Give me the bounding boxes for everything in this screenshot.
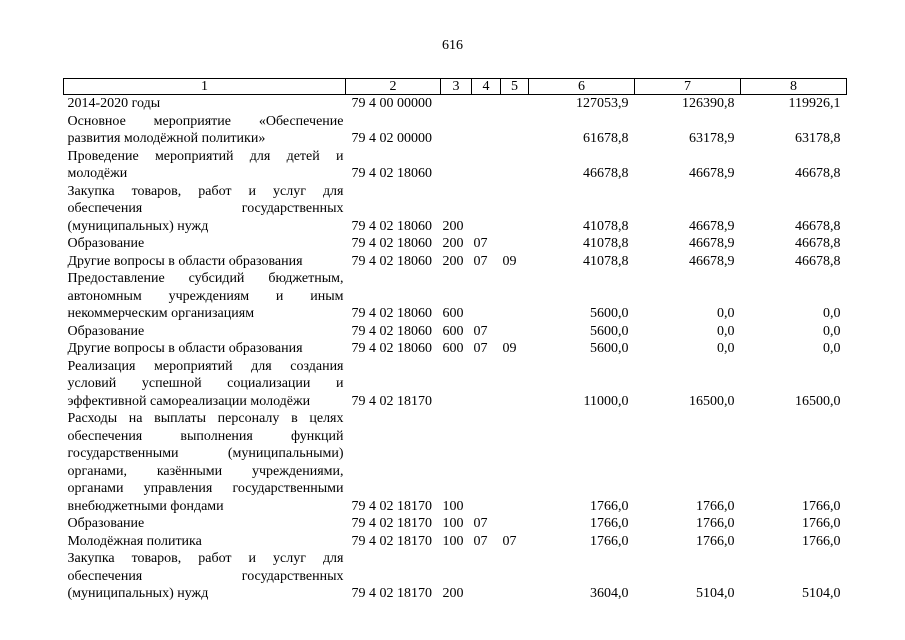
header-cell-4: 4	[472, 79, 501, 95]
row-name: Закупка товаров, работ и услуг для обеспечения государственных (муниципальных) нужд	[67, 183, 344, 234]
row-amount-1: 41078,8	[583, 236, 629, 251]
row-amount-1: 3604,0	[590, 586, 629, 601]
row-expense-type: 600	[442, 323, 464, 339]
row-section	[472, 410, 501, 515]
row-subsection	[501, 515, 529, 533]
row-amount-1: 5600,0	[590, 306, 629, 321]
row-csr-code: 79 4 02 18170	[351, 586, 432, 601]
row-name: Реализация мероприятий для создания условий успешной социализации и эффективной самореализации молодёжи	[67, 358, 344, 409]
row-subsection: 07	[502, 533, 517, 549]
table-row	[64, 95, 847, 113]
row-section	[472, 95, 501, 113]
table-row	[64, 515, 847, 533]
row-csr-code: 79 4 02 18060	[351, 253, 432, 269]
row-section	[472, 550, 501, 603]
row-subsection	[501, 323, 529, 341]
row-name: Предоставление субсидий бюджетным, автономным учреждениям и иным некоммерческим организациям	[67, 271, 344, 321]
row-subsection	[501, 148, 529, 183]
row-amount-3: 1766,0	[802, 533, 841, 549]
table-row	[64, 410, 847, 515]
row-csr-code: 79 4 00 00000	[351, 96, 432, 111]
row-subsection	[501, 410, 529, 515]
header-cell-8: 8	[741, 79, 847, 95]
row-amount-2: 0,0	[717, 323, 735, 339]
row-expense-type: 600	[442, 306, 464, 321]
row-amount-3: 16500,0	[795, 393, 841, 409]
row-csr-code: 79 4 02 18060	[351, 306, 432, 321]
row-amount-1: 1766,0	[590, 516, 629, 531]
table-row	[64, 148, 847, 183]
table-row	[64, 253, 847, 271]
row-section	[472, 183, 501, 236]
row-csr-code: 79 4 02 18060	[351, 236, 432, 251]
row-section	[472, 358, 501, 411]
row-section: 07	[473, 341, 488, 356]
row-amount-2: 126390,8	[682, 96, 735, 111]
row-amount-1: 61678,8	[583, 131, 629, 146]
row-amount-2: 16500,0	[689, 393, 735, 409]
row-csr-code: 79 4 02 18170	[351, 393, 432, 409]
table-row	[64, 270, 847, 323]
row-amount-1: 127053,9	[576, 96, 629, 111]
row-name: Образование	[67, 236, 145, 251]
row-amount-3: 63178,8	[795, 131, 841, 146]
row-name: Расходы на выплаты персоналу в целях обеспечения выполнения функций государственными (муниципальными) органами, казёнными учреждениями, органами управления государственными внебюджетными фондами	[67, 411, 344, 514]
row-amount-3: 46678,8	[795, 236, 841, 251]
row-section	[472, 113, 501, 148]
row-amount-2: 0,0	[717, 306, 735, 321]
row-subsection	[501, 95, 529, 113]
row-expense-type: 100	[442, 533, 464, 549]
row-expense-type	[441, 95, 472, 113]
row-amount-2: 1766,0	[696, 498, 735, 514]
row-expense-type	[441, 113, 472, 148]
page-number: 616	[442, 38, 463, 53]
row-amount-2: 46678,9	[689, 166, 735, 181]
row-expense-type: 200	[442, 218, 464, 234]
row-amount-3: 5104,0	[802, 586, 841, 601]
row-section: 07	[473, 236, 488, 251]
row-expense-type: 200	[442, 253, 464, 269]
row-amount-3: 0,0	[823, 323, 841, 339]
row-csr-code: 79 4 02 18060	[351, 218, 432, 234]
row-section: 07	[473, 533, 488, 549]
row-amount-3: 119926,1	[788, 96, 841, 111]
row-expense-type: 200	[442, 236, 464, 251]
row-expense-type: 100	[442, 498, 464, 514]
row-expense-type: 600	[442, 341, 464, 356]
row-csr-code: 79 4 02 18060	[351, 166, 432, 181]
row-subsection: 09	[502, 341, 517, 356]
row-amount-3: 46678,8	[795, 218, 841, 234]
row-subsection	[501, 113, 529, 148]
row-amount-2: 46678,9	[689, 236, 735, 251]
header-cell-1: 1	[64, 79, 346, 95]
row-amount-3: 0,0	[823, 306, 841, 321]
row-amount-1: 5600,0	[590, 323, 629, 339]
row-amount-2: 0,0	[717, 341, 735, 356]
row-csr-code: 79 4 02 18170	[351, 498, 432, 514]
row-name: Проведение мероприятий для детей и молодёжи	[67, 148, 344, 181]
row-amount-2: 63178,9	[689, 131, 735, 146]
row-amount-2: 1766,0	[696, 516, 735, 531]
row-amount-1: 1766,0	[590, 498, 629, 514]
header-cell-2: 2	[346, 79, 441, 95]
row-amount-1: 1766,0	[590, 533, 629, 549]
row-name: Образование	[67, 323, 145, 339]
row-subsection: 09	[502, 253, 517, 269]
row-amount-3: 46678,8	[795, 253, 841, 269]
row-name: 2014-2020 годы	[67, 96, 161, 111]
row-csr-code: 79 4 02 00000	[351, 131, 432, 146]
row-amount-2: 46678,9	[689, 253, 735, 269]
row-name: Другие вопросы в области образования	[67, 253, 303, 269]
row-section: 07	[473, 253, 488, 269]
table-row	[64, 235, 847, 253]
row-amount-3: 1766,0	[802, 498, 841, 514]
row-subsection	[501, 270, 529, 323]
row-subsection	[501, 358, 529, 411]
table-row	[64, 113, 847, 148]
row-section	[472, 270, 501, 323]
header-cell-5: 5	[501, 79, 529, 95]
row-name: Закупка товаров, работ и услуг для обеспечения государственных (муниципальных) нужд	[67, 551, 344, 601]
row-csr-code: 79 4 02 18170	[351, 533, 432, 549]
row-amount-1: 11000,0	[583, 393, 629, 409]
table-row	[64, 533, 847, 551]
row-amount-3: 46678,8	[795, 166, 841, 181]
row-name: Молодёжная политика	[67, 533, 202, 549]
row-section: 07	[473, 323, 488, 339]
header-cell-7: 7	[635, 79, 741, 95]
row-amount-1: 5600,0	[590, 341, 629, 356]
row-amount-2: 5104,0	[696, 586, 735, 601]
row-expense-type	[441, 358, 472, 411]
row-subsection	[501, 183, 529, 236]
header-cell-6: 6	[529, 79, 635, 95]
table-body	[64, 95, 847, 603]
table-row	[64, 358, 847, 411]
row-section	[472, 148, 501, 183]
table-row	[64, 323, 847, 341]
row-name: Образование	[67, 516, 145, 531]
row-amount-3: 0,0	[823, 341, 841, 356]
table-row	[64, 550, 847, 603]
row-expense-type	[441, 148, 472, 183]
row-subsection	[501, 235, 529, 253]
row-amount-2: 46678,9	[689, 218, 735, 234]
row-name: Другие вопросы в области образования	[67, 341, 303, 356]
table-row	[64, 183, 847, 236]
row-csr-code: 79 4 02 18060	[351, 341, 432, 356]
row-csr-code: 79 4 02 18060	[351, 323, 432, 339]
row-amount-2: 1766,0	[696, 533, 735, 549]
row-section: 07	[473, 516, 488, 531]
header-cell-3: 3	[441, 79, 472, 95]
row-csr-code: 79 4 02 18170	[351, 516, 432, 531]
row-amount-1: 46678,8	[583, 166, 629, 181]
row-subsection	[501, 550, 529, 603]
header-row	[64, 79, 847, 95]
row-expense-type: 200	[442, 586, 464, 601]
row-amount-3: 1766,0	[802, 516, 841, 531]
row-name: Основное мероприятие «Обеспечение развития молодёжной политики»	[67, 113, 344, 146]
row-expense-type: 100	[442, 516, 464, 531]
row-amount-1: 41078,8	[583, 253, 629, 269]
table-row	[64, 340, 847, 358]
budget-table	[63, 78, 847, 603]
row-amount-1: 41078,8	[583, 218, 629, 234]
